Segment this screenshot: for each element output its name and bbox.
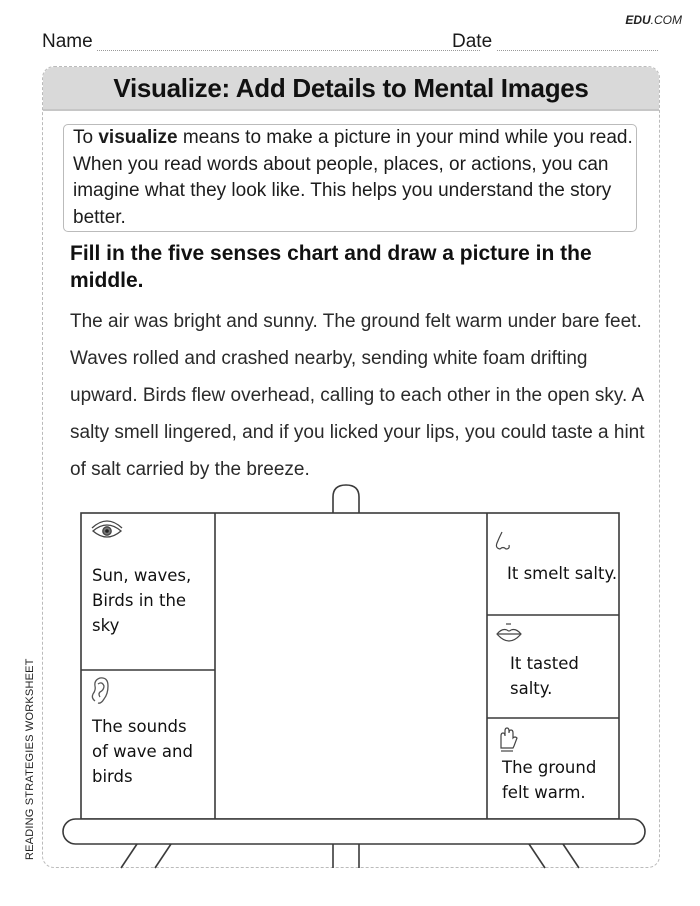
touch-line: felt warm. [502,783,586,802]
brand-bold: EDU [625,13,651,27]
drawing-area[interactable] [217,515,485,817]
smell-cell-text[interactable] [507,561,617,586]
name-label: Name [42,31,93,52]
easel-shelf [63,819,645,844]
easel-top-knob [333,485,359,513]
easel-leg-left-1 [121,844,137,868]
sight-line: Sun, waves, [92,566,192,585]
ear-icon [92,678,108,703]
smell-line: It smelt salty. [507,564,618,583]
page-title: Visualize: Add Details to Mental Images [113,72,589,103]
easel-leg-right-1 [529,844,545,868]
nose-icon [496,532,509,549]
instruction-heading: Fill in the five senses chart and draw a picture in the middle. [70,242,592,292]
touch-line: The ground [502,758,597,777]
brand-rest: .COM [650,13,682,27]
taste-line: It tasted [510,654,579,673]
definition-rest: means to make a picture in your mind while you read. When you read words about people, places, or actions, you can imagine what they look like. This helps you understand the story better. [73,127,633,228]
hand-icon [501,728,517,751]
hearing-line: of wave and [92,742,193,761]
side-label: READING STRATEGIES WORKSHEET [24,658,36,860]
sight-line: sky [92,616,120,635]
date-label: Date [452,31,493,52]
easel-leg-right-2 [563,844,579,868]
hearing-cell-text[interactable] [92,714,193,789]
taste-cell-text[interactable] [510,651,579,701]
lips-icon [497,624,521,641]
easel-leg-left-2 [155,844,171,868]
sight-line: Birds in the [92,591,187,610]
touch-cell-text[interactable] [502,755,596,805]
hearing-line: birds [92,767,133,786]
eye-icon [92,521,122,537]
story-passage: The air was bright and sunny. The ground felt warm under bare feet. Waves rolled and crashed nearby, sending white foam drifting upward. Birds flew overhead, calling to each other in the open sky. A salty smell lingered, and if you licked your lips, you could taste a hint of salt carried by the breeze. [70,311,645,480]
hearing-line: The sounds [92,717,187,736]
taste-line: salty. [510,679,553,698]
sight-cell-text[interactable] [92,563,191,638]
definition-term: visualize [98,127,178,148]
definition-prefix: To [73,127,99,148]
